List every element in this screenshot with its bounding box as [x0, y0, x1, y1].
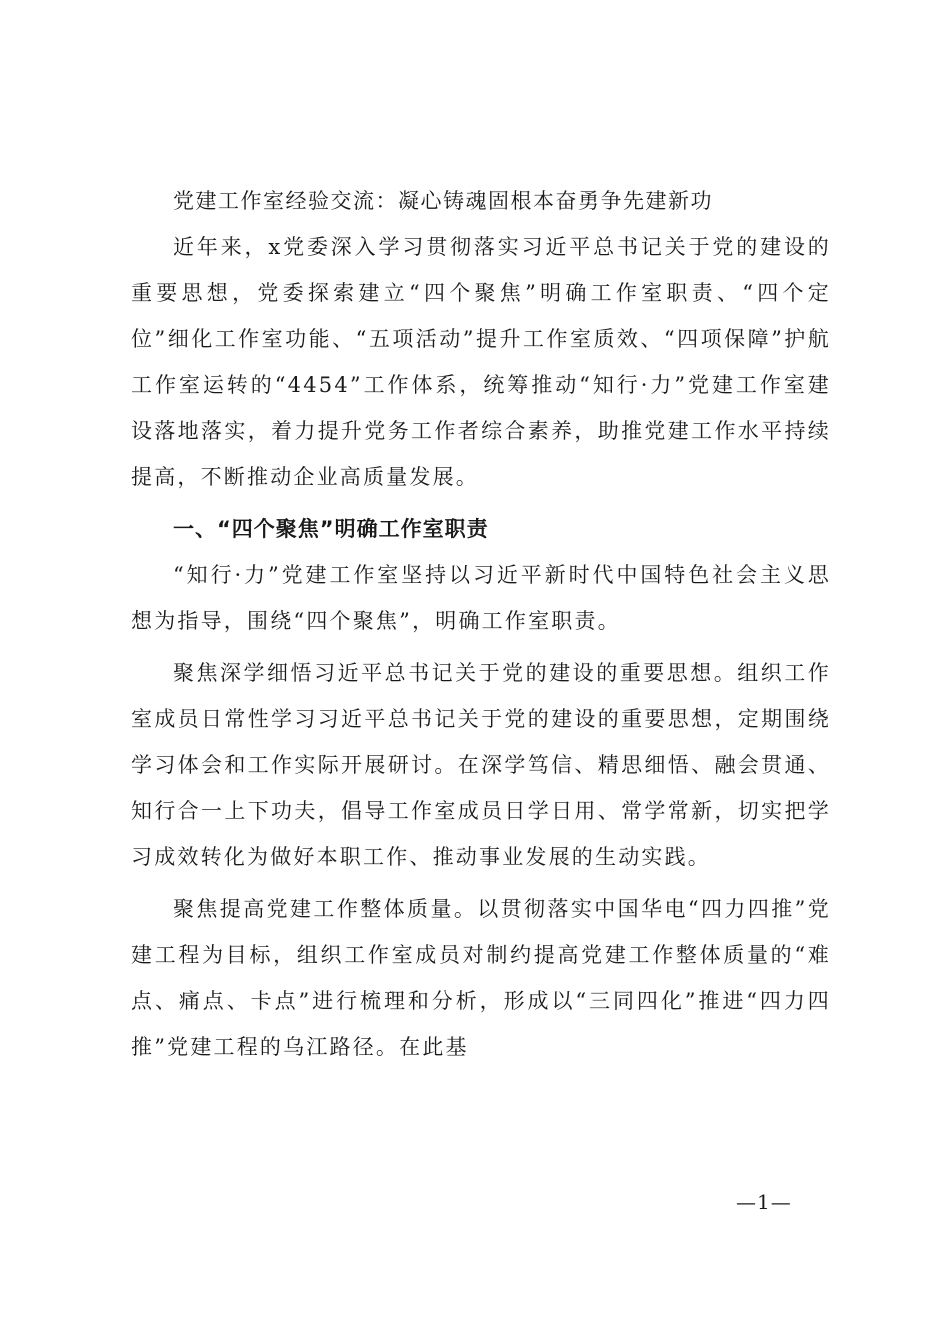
section-paragraph-3: 聚焦提高党建工作整体质量。以贯彻落实中国华电“四力四推”党建工程为目标，组织工作室成员对制约提高党建工作整体质量的“难点、痛点、卡点”进行梳理和分析，形成以“三同四化”推进“四力四推”党建工程的乌江路径。在此基: [131, 897, 831, 1059]
intro-paragraph: 近年来，x党委深入学习贯彻落实习近平总书记关于党的建设的重要思想，党委探索建立“四个聚焦”明确工作室职责、“四个定位”细化工作室功能、“五项活动”提升工作室质效、“四项保障”护航工作室运转的“4454”工作体系，统筹推动“知行·力”党建工作室建设落地落实，着力提升党务工作者综合素养，助推党建工作水平持续提高，不断推动企业高质量发展。: [131, 235, 831, 489]
section-paragraph-1: “知行·力”党建工作室坚持以习近平新时代中国特色社会主义思想为指导，围绕“四个聚焦”，明确工作室职责。: [131, 563, 831, 633]
section-heading: 一、“四个聚焦”明确工作室职责: [173, 517, 489, 541]
section-paragraph-2: 聚焦深学细悟习近平总书记关于党的建设的重要思想。组织工作室成员日常性学习习近平总书记关于党的建设的重要思想，定期围绕学习体会和工作实际开展研讨。在深学笃信、精思细悟、融会贯通、知行合一上下功夫，倡导工作室成员日学日用、常学常新，切实把学习成效转化为做好本职工作、推动事业发展的生动实践。: [131, 661, 831, 869]
document-body: [131, 178, 831, 1070]
page-number: —1—: [736, 1190, 792, 1214]
document-title: 党建工作室经验交流：凝心铸魂固根本奋勇争先建新功: [173, 189, 713, 213]
